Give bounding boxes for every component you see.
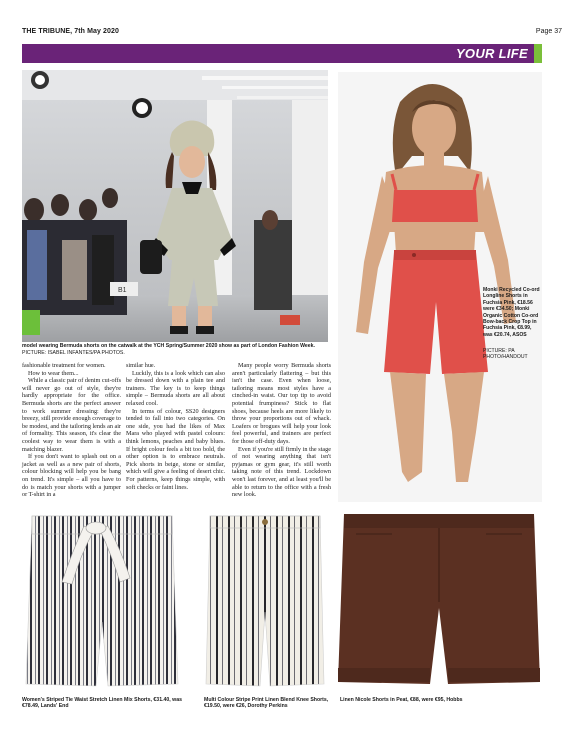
article-column-2 xyxy=(126,362,225,491)
article-paragraph: Even if you're still firmly in the stage of not wearing anything that isn't pyjamas or gym gear, it's still worth taking note of this trend. Lockdown won't last forever, and at least you'll be able to return to the office with a fresh new look. xyxy=(232,445,331,499)
multi-stripe-shorts-illustration xyxy=(204,512,326,688)
side-photo-caption: Monki Recycled Co-ord Longline Shorts in Fuchsia Pink, €18.56 were €34.50; Monki Organic Cotton Co-ord Bow-back Crop Top in Fuchsia Pink, €8.99, was €20.74, ASOS xyxy=(483,287,540,338)
article-paragraph: Luckily, this is a look which can also be dressed down with a plain tee and trainers. The key is to keep things simple – Bermuda shorts are all about relaxed cool. xyxy=(126,369,225,407)
section-title: YOUR LIFE xyxy=(455,46,528,61)
article-paragraph: similar hue. xyxy=(126,362,156,369)
section-accent xyxy=(534,44,542,63)
article-column-3 xyxy=(232,362,331,499)
product-caption-1: Women's Striped Tie Waist Stretch Linen Mix Shorts, €31.40, was €78.49, Lands' End xyxy=(22,697,182,710)
article-paragraph: How to wear them... xyxy=(28,369,79,377)
linen-nicole-shorts-illustration xyxy=(336,512,542,688)
section-bar xyxy=(22,44,542,63)
article-paragraph: fashionable treatment for women. xyxy=(22,362,106,369)
article-paragraph: In terms of colour, SS20 designers tended to fall into two categories. On one side, you had the likes of Max Mara who played with pastel colours: think lemons, peaches and baby blues. If bright colour feels a bit too bold, the other option is to embrace neutrals. Pick shorts in beige, stone or similar, which will give a feeling of desert chic. For patterns, keep things simple, with soft checks or faint lines. xyxy=(126,407,225,491)
product-photo-multi-stripe-shorts xyxy=(204,512,326,688)
runway-illustration xyxy=(22,70,328,342)
main-photo-caption: model wearing Bermuda shorts on the catwalk at the YCH Spring/Summer 2020 show as part of London Fashion Week. xyxy=(22,343,315,349)
article-paragraph: While a classic pair of denim cut-offs will never go out of style, they're hardly appropriate for the office. Bermuda shorts are the perfect answer to work summer dressing: they're breezy, still provide enough coverage to be modest, and the tailoring lends an air of formality. This season, it's clear the coolest way to wear them is with a matching blazer. xyxy=(22,377,122,453)
product-photo-linen-nicole-shorts xyxy=(336,512,542,688)
product-photo-striped-tie-shorts xyxy=(22,512,182,688)
masthead: THE TRIBUNE, 7th May 2020 xyxy=(22,28,120,35)
runway-photo xyxy=(22,70,328,342)
page-number: Page 37 xyxy=(535,28,562,35)
side-photo-credit: PICTURE: PA PHOTO/HANDOUT xyxy=(483,348,528,361)
seat-label: B1 xyxy=(118,287,127,294)
striped-shorts-illustration xyxy=(22,512,182,688)
article-column-1 xyxy=(22,362,121,499)
product-caption-2: Multi Colour Stripe Print Linen Blend Knee Shorts, €19.50, were €26, Dorothy Perkins xyxy=(204,697,329,710)
article-paragraph: If you don't want to splash out on a jacket as well as a new pair of shorts, colour blocking will help you be bang on trend. It's simple – all you have to do is match your shorts with a jumper or T-shirt in a xyxy=(22,453,121,499)
main-photo-credit: PICTURE: ISABEL INFANTES/PA PHOTOS. xyxy=(22,350,125,356)
product-caption-3: Linen Nicole Shorts in Peat, €88, were €95, Hobbs xyxy=(340,697,463,703)
article-paragraph: Many people worry Bermuda shorts aren't particularly flattering – but this isn't the case. Even when loose, tailoring means most styles have a cinched-in waist. Our top tip to avoid potential frumpiness? Stick to flat shoes, because heels are more likely to throw your proportions out of whack. Loafers or brogues will help your look feel powerful, and trainers are perfect for those off-duty days. xyxy=(232,362,331,445)
